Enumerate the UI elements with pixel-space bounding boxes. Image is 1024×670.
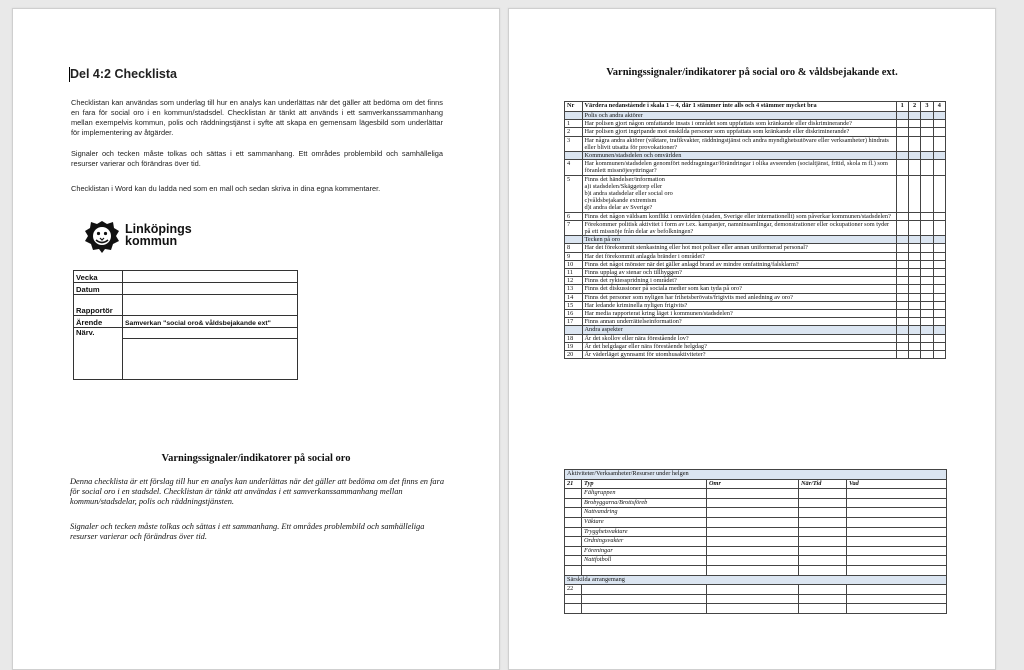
activity-type: Fältgruppen: [582, 489, 707, 499]
checklist-item-row: [565, 293, 946, 301]
italic-paragraph-2: Signaler och tecken måste tolkas och sättas i ett sammanhang. Ett områdes problembild och samhälleliga resurser varierar och förändras över tid.: [70, 522, 425, 542]
item-question: Förekommer politisk aktivitet i form av t.ex. kampanjer, namninsamlingar, demonstrationer eller ockupationer som tyder på ett missnöje från delar av befolkningen?: [582, 220, 896, 235]
score-cell-4[interactable]: [933, 252, 945, 260]
score-cell-3[interactable]: [921, 128, 933, 136]
form-label-vecka: Vecka: [74, 271, 123, 283]
score-cell-4[interactable]: [933, 136, 945, 151]
item-number: 17: [565, 318, 583, 326]
checklist-item-row: [565, 285, 946, 293]
item-number: 13: [565, 285, 583, 293]
activity-vad-cell[interactable]: [847, 498, 947, 508]
score-cell-2[interactable]: [908, 128, 920, 136]
form-row: [74, 328, 298, 339]
empty-cell[interactable]: [799, 565, 847, 575]
special-cell[interactable]: [582, 594, 707, 604]
score-cell-3[interactable]: [921, 220, 933, 235]
form-row: [74, 295, 298, 316]
item-number: 4: [565, 160, 583, 175]
section-score-cell: [933, 152, 945, 160]
score-cell-2[interactable]: [908, 136, 920, 151]
score-cell-4[interactable]: [933, 318, 945, 326]
activity-type: Brobyggarna/Brottsföreb: [582, 498, 707, 508]
item-question: Finns annan underrättelseinformation?: [582, 318, 896, 326]
special-nr: 22: [565, 585, 582, 595]
activity-omr-cell[interactable]: [707, 537, 799, 547]
item-question: Finns det diskussioner på sociala medier som kan tyda på oro?: [582, 285, 896, 293]
item-question: Finns det händelser/information a)i stadsdelen/Skäggetorp eller b)i andra stadsdelar eller social oro c)våldsbejakande extremism d)i andra delar av Sverige?: [582, 175, 896, 212]
item-question: Har det förekommit stenkastning eller hot mot poliser eller annan uniformerad personal?: [582, 244, 896, 252]
score-cell-3[interactable]: [921, 293, 933, 301]
activity-row: [565, 517, 947, 527]
checklist-item-row: [565, 244, 946, 252]
activity-type: Ordningsvakter: [582, 537, 707, 547]
activity-vad-cell[interactable]: [847, 527, 947, 537]
checklist-item-row: [565, 310, 946, 318]
checklist-section-row: [565, 152, 946, 160]
score-cell-3[interactable]: [921, 318, 933, 326]
header-score-2: 2: [908, 102, 920, 112]
header-question: Värdera nedanstående i skala 1 – 4, där 1 stämmer inte alls och 4 stämmer mycket bra: [582, 102, 896, 112]
item-question: Finns det något mönster när det gäller anlagd brand av mindre omfattning/falsklarm?: [582, 260, 896, 268]
special-section-heading: Särskilda arrangemang: [565, 575, 947, 585]
score-cell-2[interactable]: [908, 351, 920, 359]
score-cell-3[interactable]: [921, 120, 933, 128]
special-cell[interactable]: [799, 585, 847, 595]
score-cell-4[interactable]: [933, 342, 945, 350]
section-score-cell: [921, 112, 933, 120]
score-cell-4[interactable]: [933, 351, 945, 359]
item-question: Är det skollov eller nära förestående lov?: [582, 334, 896, 342]
activity-row: [565, 508, 947, 518]
section-score-cell: [908, 236, 920, 244]
special-row: [565, 585, 947, 595]
activity-type: Nattfotboll: [582, 556, 707, 566]
activity-vad-cell[interactable]: [847, 546, 947, 556]
score-cell-1[interactable]: [896, 252, 908, 260]
item-question: Har det förekommit anlagda bränder i området?: [582, 252, 896, 260]
activity-row: [565, 537, 947, 547]
item-number: 1: [565, 120, 583, 128]
item-question: Finns det ryktesspridning i området?: [582, 277, 896, 285]
logo-line2: kommun: [125, 234, 178, 248]
checklist-item-row: [565, 175, 946, 212]
checklist-item-row: [565, 160, 946, 175]
activity-time-cell[interactable]: [799, 508, 847, 518]
item-number: 2: [565, 128, 583, 136]
score-cell-4[interactable]: [933, 244, 945, 252]
score-cell-2[interactable]: [908, 342, 920, 350]
section-score-cell: [896, 326, 908, 334]
form-row: [74, 271, 298, 283]
score-cell-2[interactable]: [908, 160, 920, 175]
special-row: [565, 594, 947, 604]
checklist-item-row: [565, 334, 946, 342]
score-cell-3[interactable]: [921, 212, 933, 220]
section-title: Varningssignaler/indikatorer på social oro: [161, 453, 351, 464]
score-cell-2[interactable]: [908, 285, 920, 293]
logo-line1: Linköpings: [125, 222, 192, 236]
header-score-3: 3: [921, 102, 933, 112]
activities-table: [564, 469, 947, 614]
score-cell-3[interactable]: [921, 285, 933, 293]
section-score-cell: [921, 326, 933, 334]
special-cell[interactable]: [847, 604, 947, 614]
form-field-datum[interactable]: [123, 283, 298, 295]
item-question: Har polisen gjort ingripande mot enskilda personer som uppfattats som kränkande eller diskriminerande?: [582, 128, 896, 136]
item-question: Har media rapporterat kring läget i kommunen/stadsdelen?: [582, 310, 896, 318]
form-label-arende: Ärende: [74, 316, 123, 328]
section-score-cell: [896, 236, 908, 244]
score-cell-4[interactable]: [933, 220, 945, 235]
activity-omr-cell[interactable]: [707, 527, 799, 537]
special-cell: [565, 594, 582, 604]
score-cell-2[interactable]: [908, 260, 920, 268]
activity-row: [565, 527, 947, 537]
score-cell-4[interactable]: [933, 285, 945, 293]
score-cell-4[interactable]: [933, 160, 945, 175]
score-cell-2[interactable]: [908, 252, 920, 260]
item-question: Har ledande kriminella nyligen frigivits?: [582, 301, 896, 309]
section-score-cell: [933, 326, 945, 334]
score-cell-3[interactable]: [921, 136, 933, 151]
item-question: Finns upplag av stenar och tillhyggen?: [582, 269, 896, 277]
score-cell-1[interactable]: [896, 220, 908, 235]
score-cell-3[interactable]: [921, 334, 933, 342]
empty-cell[interactable]: [707, 565, 799, 575]
score-cell-1[interactable]: [896, 136, 908, 151]
activity-nr-cell: [565, 556, 582, 566]
form-label-narv: Närv.: [74, 328, 123, 380]
activity-time-cell[interactable]: [799, 489, 847, 499]
document-page-right: [508, 8, 996, 670]
header-nar-tid: När/Tid: [799, 479, 847, 489]
checklist-item-row: [565, 269, 946, 277]
section-score-cell: [908, 326, 920, 334]
score-cell-1[interactable]: [896, 128, 908, 136]
activity-nr-cell: [565, 489, 582, 499]
activity-omr-cell[interactable]: [707, 489, 799, 499]
score-cell-3[interactable]: [921, 342, 933, 350]
activity-type: Föreningar: [582, 546, 707, 556]
score-cell-2[interactable]: [908, 334, 920, 342]
score-cell-2[interactable]: [908, 220, 920, 235]
special-cell[interactable]: [707, 594, 799, 604]
section-heading: Polis och andra aktörer: [582, 112, 896, 120]
score-cell-3[interactable]: [921, 244, 933, 252]
section-nr-cell: [565, 112, 583, 120]
score-cell-4[interactable]: [933, 334, 945, 342]
report-form-table: [73, 270, 298, 380]
checklist-item-row: [565, 252, 946, 260]
score-cell-1[interactable]: [896, 175, 908, 212]
activity-omr-cell[interactable]: [707, 556, 799, 566]
checklist-header-row: [565, 102, 946, 112]
download-paragraph: Checklistan i Word kan du ladda ned som en mall och sedan skriva in dina egna kommentarer.: [71, 184, 381, 193]
checklist-title: Varningssignaler/indikatorer på social oro & våldsbejakande ext.: [606, 67, 898, 78]
score-cell-4[interactable]: [933, 120, 945, 128]
checklist-item-row: [565, 136, 946, 151]
activity-row: [565, 565, 947, 575]
page-heading: Del 4:2 Checklista: [70, 67, 177, 81]
score-cell-2[interactable]: [908, 310, 920, 318]
activity-nr-cell: [565, 527, 582, 537]
activities-nr: 21: [565, 479, 582, 489]
special-cell[interactable]: [799, 604, 847, 614]
item-number: 5: [565, 175, 583, 212]
activity-row: [565, 546, 947, 556]
score-cell-4[interactable]: [933, 293, 945, 301]
item-question: Finns det någon väldsam konflikt i omvärlden (staden, Sverige eller internationellt) som påverkar kommunen/stadsdelen?: [582, 212, 896, 220]
section-nr-cell: [565, 326, 583, 334]
activity-vad-cell[interactable]: [847, 556, 947, 566]
activity-vad-cell[interactable]: [847, 537, 947, 547]
section-score-cell: [908, 152, 920, 160]
form-label-datum: Datum: [74, 283, 123, 295]
score-cell-2[interactable]: [908, 244, 920, 252]
score-cell-1[interactable]: [896, 244, 908, 252]
score-cell-1[interactable]: [896, 269, 908, 277]
section-heading: Tecken på oro: [582, 236, 896, 244]
score-cell-4[interactable]: [933, 301, 945, 309]
section-nr-cell: [565, 152, 583, 160]
item-number: 11: [565, 269, 583, 277]
item-number: 16: [565, 310, 583, 318]
score-cell-3[interactable]: [921, 252, 933, 260]
score-cell-3[interactable]: [921, 351, 933, 359]
score-cell-4[interactable]: [933, 260, 945, 268]
special-cell[interactable]: [799, 594, 847, 604]
score-cell-3[interactable]: [921, 310, 933, 318]
score-cell-2[interactable]: [908, 269, 920, 277]
checklist-section-row: [565, 236, 946, 244]
score-cell-2[interactable]: [908, 318, 920, 326]
item-question: Har kommunen/stadsdelen genomfört neddragningar/förändringar i olika avseenden (socialtjänst, fritid, skola m fl.) som föranlett missnöjesyttringar?: [582, 160, 896, 175]
score-cell-2[interactable]: [908, 120, 920, 128]
score-cell-3[interactable]: [921, 175, 933, 212]
score-cell-1[interactable]: [896, 342, 908, 350]
score-cell-1[interactable]: [896, 277, 908, 285]
document-page-left: [12, 8, 500, 670]
form-field-narv[interactable]: [123, 328, 298, 339]
activity-time-cell[interactable]: [799, 498, 847, 508]
activity-omr-cell[interactable]: [707, 546, 799, 556]
activity-omr-cell[interactable]: [707, 508, 799, 518]
activity-omr-cell[interactable]: [707, 517, 799, 527]
score-cell-1[interactable]: [896, 351, 908, 359]
activities-section-heading: Aktiviteter/Verksamheter/Resurser under helgen: [565, 470, 947, 480]
empty-cell[interactable]: [847, 565, 947, 575]
form-row: [74, 283, 298, 295]
item-number: 8: [565, 244, 583, 252]
item-question: Finns det personer som nyligen har frihetsberövats/frigivits med anledning av oro?: [582, 293, 896, 301]
checklist-section-row: [565, 326, 946, 334]
activity-vad-cell[interactable]: [847, 489, 947, 499]
section-score-cell: [921, 152, 933, 160]
activity-row: [565, 556, 947, 566]
item-number: 9: [565, 252, 583, 260]
score-cell-4[interactable]: [933, 277, 945, 285]
special-cell[interactable]: [582, 604, 707, 614]
score-cell-1[interactable]: [896, 120, 908, 128]
header-vad: Vad: [847, 479, 947, 489]
special-cell: [565, 604, 582, 614]
section-score-cell: [921, 236, 933, 244]
score-cell-2[interactable]: [908, 301, 920, 309]
section-heading: Kommunen/stadsdelen och omvärlden: [582, 152, 896, 160]
score-cell-1[interactable]: [896, 301, 908, 309]
item-number: 20: [565, 351, 583, 359]
item-number: 15: [565, 301, 583, 309]
score-cell-2[interactable]: [908, 277, 920, 285]
special-cell[interactable]: [847, 585, 947, 595]
italic-paragraph-1: Denna checklista är ett förslag till hur en analys kan underlättas när det gäller att bedöma om det finns en fara för social oro i en stadsdel. Checklistan är tänkt att användas i ett samverkanssammanhang mellan kommun/stadsdelar, polis och räddningstjänsten.: [70, 477, 445, 507]
score-cell-2[interactable]: [908, 293, 920, 301]
activity-type: Nattvandring: [582, 508, 707, 518]
activity-time-cell[interactable]: [799, 527, 847, 537]
form-field-rapportor[interactable]: [123, 295, 298, 316]
item-number: 18: [565, 334, 583, 342]
score-cell-4[interactable]: [933, 128, 945, 136]
item-number: 10: [565, 260, 583, 268]
section-score-cell: [908, 112, 920, 120]
activity-nr-cell: [565, 517, 582, 527]
special-row: [565, 604, 947, 614]
empty-cell: [565, 565, 582, 575]
item-question: Är väderläget gynnsamt för utomhusaktiviteter?: [582, 351, 896, 359]
checklist-item-row: [565, 301, 946, 309]
score-cell-3[interactable]: [921, 269, 933, 277]
score-cell-3[interactable]: [921, 277, 933, 285]
section-heading: Andra aspekter: [582, 326, 896, 334]
activity-nr-cell: [565, 537, 582, 547]
item-question: Är det helgdagar eller nära förestående helgdag?: [582, 342, 896, 350]
activity-type: Väktare: [582, 517, 707, 527]
checklist-item-row: [565, 120, 946, 128]
activity-time-cell[interactable]: [799, 517, 847, 527]
activity-row: [565, 498, 947, 508]
form-field-narv-extra[interactable]: [123, 339, 298, 380]
checklist-table: [564, 101, 946, 359]
item-question: Har polisen gjort någon omfattande insats i området som uppfattats som kränkande eller diskriminerande?: [582, 120, 896, 128]
score-cell-1[interactable]: [896, 260, 908, 268]
checklist-item-row: [565, 277, 946, 285]
checklist-section-row: [565, 112, 946, 120]
item-number: 7: [565, 220, 583, 235]
score-cell-3[interactable]: [921, 260, 933, 268]
section-score-cell: [933, 112, 945, 120]
score-cell-4[interactable]: [933, 269, 945, 277]
score-cell-3[interactable]: [921, 301, 933, 309]
special-cell[interactable]: [707, 604, 799, 614]
section-score-cell: [896, 152, 908, 160]
header-score-4: 4: [933, 102, 945, 112]
activity-nr-cell: [565, 508, 582, 518]
section-nr-cell: [565, 236, 583, 244]
score-cell-1[interactable]: [896, 310, 908, 318]
signal-paragraph: Signaler och tecken måste tolkas och sättas i ett sammanhang. Ett områdes problembild och samhälleliga resurser varierar och förändras över tid.: [71, 149, 443, 168]
activity-nr-cell: [565, 498, 582, 508]
score-cell-1[interactable]: [896, 160, 908, 175]
activity-time-cell[interactable]: [799, 546, 847, 556]
activities-section-row: [565, 470, 947, 480]
activity-vad-cell[interactable]: [847, 517, 947, 527]
activity-nr-cell: [565, 546, 582, 556]
intro-paragraph: Checklistan kan användas som underlag till hur en analys kan underlättas när det gäller att bedöma om det finns en fara för social oro i en kommun/stadsdel. Checklistan är tänkt att används i ett samverkanssammanhang mellan exempelvis kommun, polis och räddningstjänst i syfte att skapa en gemensam lägesbild som underlättar för implementering av åtgärder.: [71, 98, 443, 137]
score-cell-3[interactable]: [921, 160, 933, 175]
empty-cell: [582, 565, 707, 575]
item-number: 6: [565, 212, 583, 220]
score-cell-2[interactable]: [908, 175, 920, 212]
item-number: 19: [565, 342, 583, 350]
activity-vad-cell[interactable]: [847, 508, 947, 518]
score-cell-1[interactable]: [896, 285, 908, 293]
activity-row: [565, 489, 947, 499]
form-label-rapportor: Rapportör: [74, 295, 123, 316]
score-cell-1[interactable]: [896, 318, 908, 326]
activity-time-cell[interactable]: [799, 537, 847, 547]
checklist-item-row: [565, 260, 946, 268]
checklist-item-row: [565, 351, 946, 359]
activity-type: Trygghetsvaktare: [582, 527, 707, 537]
item-number: 14: [565, 293, 583, 301]
checklist-item-row: [565, 128, 946, 136]
form-row: [74, 316, 298, 328]
activity-time-cell[interactable]: [799, 556, 847, 566]
section-score-cell: [933, 236, 945, 244]
item-number: 3: [565, 136, 583, 151]
checklist-item-row: [565, 212, 946, 220]
header-typ: Typ: [582, 479, 707, 489]
linkoping-logo: [83, 219, 213, 255]
form-field-arende[interactable]: Samverkan "social oro& våldsbejakande ext": [123, 316, 298, 328]
checklist-item-row: [565, 220, 946, 235]
header-omr: Omr: [707, 479, 799, 489]
score-cell-1[interactable]: [896, 334, 908, 342]
lion-icon: [83, 219, 121, 255]
header-score-1: 1: [896, 102, 908, 112]
item-number: 12: [565, 277, 583, 285]
form-field-vecka[interactable]: [123, 271, 298, 283]
score-cell-1[interactable]: [896, 212, 908, 220]
score-cell-2[interactable]: [908, 212, 920, 220]
activity-omr-cell[interactable]: [707, 498, 799, 508]
activities-header-row: [565, 479, 947, 489]
score-cell-4[interactable]: [933, 212, 945, 220]
special-section-row: [565, 575, 947, 585]
section-score-cell: [896, 112, 908, 120]
special-cell[interactable]: [582, 585, 707, 595]
item-question: Har några andra aktörer (väktare, trafikvakter, räddningstjänst och andra myndighetsutövare eller verksamheter) hindrats eller blivit utsatta för provokationer?: [582, 136, 896, 151]
score-cell-4[interactable]: [933, 175, 945, 212]
score-cell-1[interactable]: [896, 293, 908, 301]
checklist-item-row: [565, 342, 946, 350]
special-cell[interactable]: [707, 585, 799, 595]
checklist-item-row: [565, 318, 946, 326]
header-nr: Nr: [565, 102, 583, 112]
score-cell-4[interactable]: [933, 310, 945, 318]
special-cell[interactable]: [847, 594, 947, 604]
